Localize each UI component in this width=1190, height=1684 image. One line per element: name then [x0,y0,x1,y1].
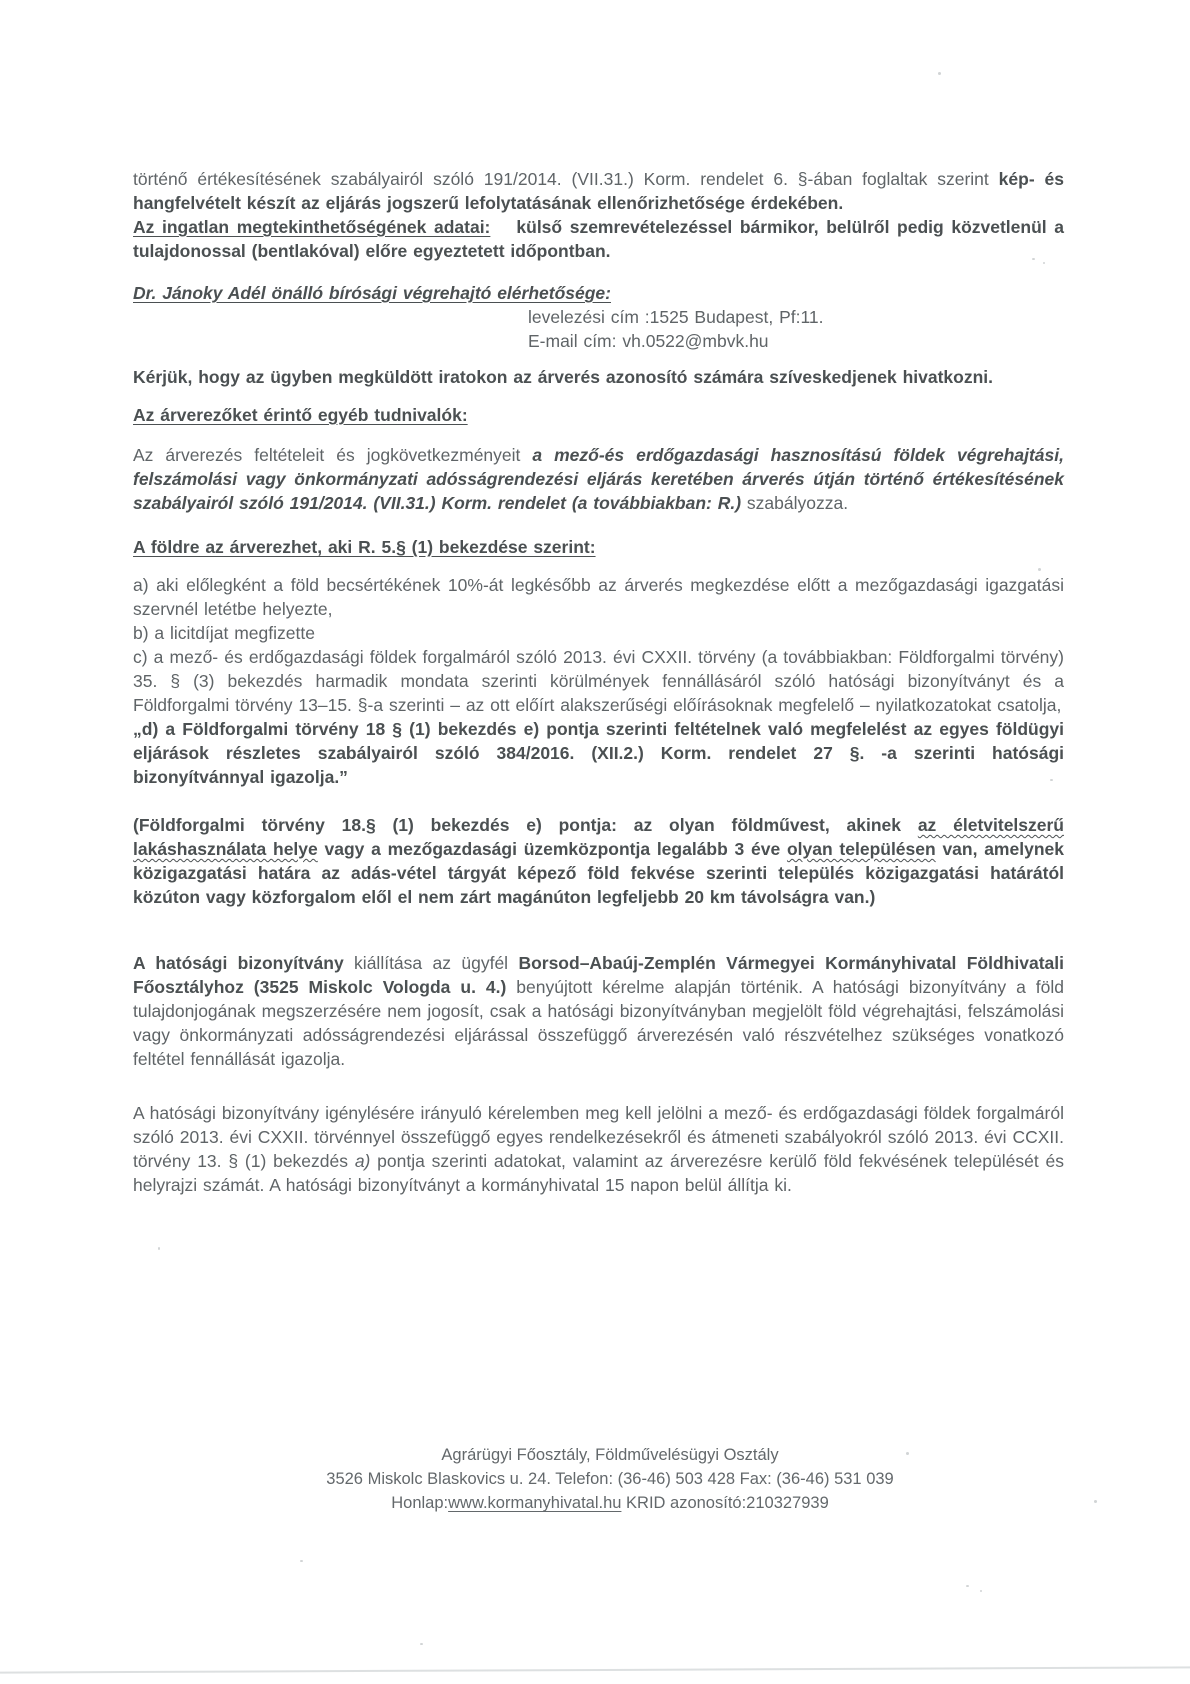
conditions-end-text: szabályozza. [741,493,849,513]
conditions-start-text: Az árverezés feltételeit és jogkövetkezményeit [133,445,533,465]
certificate-request-part-2: pontja szerinti adatokat, valamint az árverezésre kerülő föld fekvésének települését és helyrajzi számát. A hatósági bizonyítványt a kormányhivatal 15 napon belül állítja ki. [133,1151,1064,1195]
mailing-address-line: levelezési cím :1525 Budapest, Pf:11. [528,307,824,327]
land-law-quote-paragraph [133,813,1064,909]
eligibility-item-d: „d) a Földforgalmi törvény 18 § (1) bekezdés e) pontja szerinti feltételnek való megfelelést az egyes földügyi eljárások részletes szabályairól szóló 384/2016. (XII.2.) Korm. rendelet 27 §. -a szerinti hatósági bizonyítvánnyal igazolja.” [133,719,1064,787]
document-body [133,167,1064,1197]
scanner-edge-line [0,1666,1190,1673]
land-law-start-text: (Földforgalmi törvény 18.§ (1) bekezdés e) pontja: az olyan földművest, akinek [133,815,918,835]
land-law-mid-text: vagy a mezőgazdasági üzemközpontja legalább 3 éve [317,839,787,859]
other-information-heading-text: Az árverezőket érintő egyéb tudnivalók: [133,405,468,425]
eligibility-heading-text: A földre az árverezhet, aki R. 5.§ (1) bekezdése szerint: [133,537,596,557]
property-viewing-heading: Az ingatlan megtekinthetőségének adatai: [133,217,491,237]
footer-address-line: 3526 Miskolc Blaskovics u. 24. Telefon: (36-46) 503 428 Fax: (36-46) 531 039 [326,1470,894,1488]
continuation-regular-text: történő értékesítésének szabályairól szóló 191/2014. (VII.31.) Korm. rendelet 6. §-ában foglaltak szerint [133,169,999,189]
land-law-wavy-phrase-settlement: olyan településen [786,839,936,859]
bailiff-contact-heading [133,281,1064,305]
eligibility-item-c: c) a mező- és erdőgazdasági földek forgalmáról szóló 2013. évi CXXII. törvény (a továbbiakban: Földforgalmi törvény) 35. § (3) bekezdés harmadik mondata szerinti körülmények fennállásáról szóló hatósági bizonyítványt és a Földforgalmi törvény 13–15. §-a szerinti – az ott előírt alakszerűségi előírásoknak megfelelő – nyilatkozatokat csatolja, [133,647,1064,715]
certificate-request-italic-a: a) [354,1151,371,1171]
email-line: E-mail cím: vh.0522@mbvk.hu [528,331,769,351]
certificate-request-part-1: A hatósági bizonyítvány igénylésére irányuló kérelemben meg kell jelölni a mező- és erdőgazdasági földek forgalmáról szóló 2013. évi CXXII. törvénnyel összefüggő egyes rendelkezésekről és átmeneti szabályokról szóló 2013. évi CCXII. törvény 13. § (1) bekezdés [133,1103,1064,1171]
certificate-issuance-regular-1: kiállítása az ügyfél [343,953,519,973]
bailiff-contact-heading-text: Dr. Jánoky Adél önálló bírósági végrehajtó elérhetősége: [133,283,611,303]
footer-homepage-label: Honlap: [391,1494,449,1512]
reference-request-paragraph: Kérjük, hogy az ügyben megküldött iratokon az árverés azonosító számára szíveskedjenek hivatkozni. [133,367,994,387]
land-law-wavy-phrase-residence: az életvitelszerű lakáshasználata helye [133,815,1064,859]
website-link: www.kormanyhivatal.hu [448,1494,622,1512]
other-information-heading [133,403,1064,427]
eligibility-item-b: b) a licitdíjat megfizette [133,623,315,643]
letter-footer [30,1443,1190,1515]
bailiff-contact-block [133,305,1064,353]
eligibility-item-a: a) aki előlegként a föld becsértékének 10%-át legkésőbb az árverés megkezdése előtt a mezőgazdasági igazgatási szervnél letétbe helyezte, [133,575,1064,619]
footer-krid-text: KRID azonosító:210327939 [621,1494,829,1512]
property-viewing-paragraph [133,215,1064,263]
continuation-paragraph [133,167,1064,215]
conditions-regulation-emphasis: a mező-és erdőgazdasági hasznosítású földek végrehajtási, felszámolási vagy önkormányzati adósságrendezési eljárás keretében árverés útján történő értékesítésének szabályairól szóló 191/2014. (VII.31.) Korm. rendelet (a továbbiakban: R.) [133,445,1064,513]
property-viewing-text: külső szemrevételezéssel bármikor, belülről pedig közvetlenül a tulajdonossal (bentlakóval) előre egyeztetett időpontban. [133,217,1064,261]
land-law-end-text: van, amelynek közigazgatási határa az adás-vétel tárgyát képező föld fekvése szerinti település közigazgatási határától közúton vagy közforgalom elől el nem zárt magánúton legfeljebb 20 km távolságra van.) [133,839,1064,907]
auction-conditions-paragraph [133,443,1064,515]
continuation-bold-text: kép- és hangfelvételt készít az eljárás jogszerű lefolytatásának ellenőrizhetősége érdekében. [133,169,1065,213]
government-office-name: Borsod–Abaúj-Zemplén Vármegyei Kormányhivatal Földhivatali Főosztályhoz (3525 Miskolc Vologda u. 4.) [133,953,1064,997]
eligibility-heading [133,535,1064,559]
certificate-issuance-bold-lead: A hatósági bizonyítvány [133,953,344,973]
footer-department-line: Agrárügyi Főosztály, Földművelésügyi Osztály [441,1446,779,1464]
certificate-issuance-regular-2: benyújtott kérelme alapján történik. A hatósági bizonyítvány a föld tulajdonjogának megszerzésére nem jogosít, csak a hatósági bizonyítványban megjelölt föld végrehajtási, felszámolási vagy önkormányzati adósságrendezési eljárással összefüggő árverezésén való részvételhez szükséges vonatkozó feltétel fennállását igazolja. [133,977,1064,1069]
footer-website-line [30,1491,1190,1515]
certificate-request-paragraph [133,1101,1064,1197]
certificate-issuance-paragraph [133,951,1064,1071]
